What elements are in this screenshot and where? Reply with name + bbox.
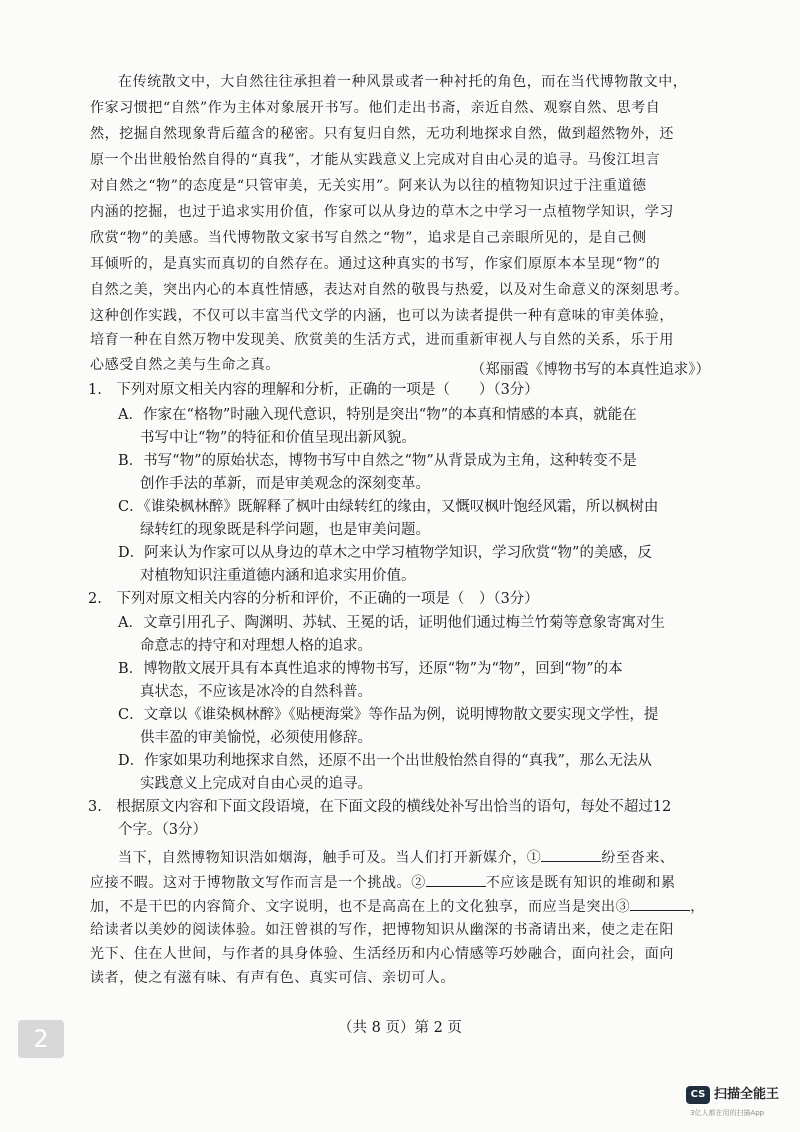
option-c: C．《谁染枫林醉》既解释了枫叶由绿转红的缘由，又慨叹枫叶饱经风霜，所以枫树由: [118, 499, 659, 515]
q3-text: 当下，自然博物知识浩如烟海，触手可及。当人们打开新媒介，①: [118, 850, 542, 866]
question-stem: 1. 下列对原文相关内容的理解和分析，正确的一项是（ ）（3分）: [88, 382, 539, 398]
watermark-name: 扫描全能王: [714, 1087, 780, 1102]
q3-text: 应接不暇。这对于博物散文写作而言是一个挑战。②: [90, 875, 426, 891]
scanner-watermark: [686, 1086, 796, 1126]
passage-line: 培育一种在自然万物中发现美、欣赏美的生活方式，进而重新审视人与自然的关系，乐于用: [90, 332, 674, 348]
option-c-cont: 绿转红的现象既是科学问题，也是审美问题。: [140, 522, 430, 538]
q3-line: 给读者以美妙的阅读体验。如汪曾祺的写作，把博物知识从幽深的书斋请出来，使之走在阳: [90, 922, 674, 938]
option-d-cont: 对植物知识注重道德内涵和追求实用价值。: [140, 568, 416, 584]
camscanner-logo-icon: CS: [686, 1086, 710, 1104]
question-stem-cont: 个字。（3分）: [118, 822, 207, 838]
passage-line: 欣赏“物”的美感。当代博物散文家书写自然之“物”，追求是自己亲眼所见的，是自己侧: [90, 230, 647, 246]
option-b: B．书写“物”的原始状态，博物书写中自然之“物”从背景成为主角，这种转变不是: [118, 453, 637, 469]
option-a-cont: 书写中让“物”的特征和价值呈现出新风貌。: [140, 430, 416, 446]
passage-line: 自然之美，突出内心的本真性情感，表达对自然的敬畏与热爱，以及对生命意义的深刻思考。: [90, 282, 689, 298]
page-footer: （共 8 页）第 2 页: [338, 1020, 462, 1036]
question-stem: 2. 下列对原文相关内容的分析和评价，不正确的一项是（ ）（3分）: [88, 591, 539, 607]
q3-text: 不应该是既有知识的堆砌和累: [485, 875, 676, 891]
option-a: A．作家在“格物”时融入现代意识，特别是突出“物”的本真和情感的本真，就能在: [118, 407, 637, 423]
option-d: D．阿来认为作家可以从身边的草木之中学习植物学知识，学习欣赏“物”的美感，反: [118, 545, 652, 561]
passage-line: 然，挖掘自然现象背后蕴含的秘密。只有复归自然，无功利地探求自然，做到超然物外，还: [90, 126, 674, 142]
q3-line: [0, 896, 800, 917]
q3-text: ，: [690, 899, 705, 915]
option-c: C．文章以《谁染枫林醉》《贴梗海棠》等作品为例，说明博物散文要实现文学性，提: [118, 707, 659, 723]
answer-blank-1[interactable]: [541, 847, 601, 862]
passage-line: 原一个出世般怡然自得的“真我”，才能从实践意义上完成对自由心灵的追寻。马俊江坦言: [90, 152, 661, 168]
passage-line: 对自然之“物”的态度是“只管审美，无关实用”。阿来认为以往的植物知识过于注重道德: [90, 178, 647, 194]
passage-line: 作家习惯把“自然”作为主体对象展开书写。他们走出书斋，亲近自然、观察自然、思考自: [90, 100, 661, 116]
passage-line: 在传统散文中，大自然往往承担着一种风景或者一种衬托的角色，而在当代博物散文中，: [118, 74, 688, 90]
q3-line: 读者，使之有滋有味、有声有色、真实可信、亲切可人。: [90, 970, 455, 986]
passage-line: 这种创作实践，不仅可以丰富当代文学的内涵，也可以为读者提供一种有意味的审美体验，: [90, 308, 674, 324]
option-d-cont: 实践意义上完成对自由心灵的追寻。: [140, 776, 372, 792]
option-b: B．博物散文展开具有本真性追求的博物书写，还原“物”为“物”，回到“物”的本: [118, 661, 623, 677]
question-stem: 3. 根据原文内容和下面文段语境，在下面文段的横线处补写出恰当的语句，每处不超过12: [88, 799, 672, 815]
option-d: D．作家如果功利地探求自然，还原不出一个出世般怡然自得的“真我”，那么无法从: [118, 753, 652, 769]
option-b-cont: 真状态，不应该是冰冷的自然科普。: [140, 684, 372, 700]
passage-line: 内涵的挖掘，也过于追求实用价值，作家可以从身边的草木之中学习一点植物学知识，学习: [90, 204, 674, 220]
passage-line: 心感受自然之美与生命之真。: [90, 357, 280, 373]
q3-line: 光下、住在人世间，与作者的具身体验、生活经历和内心情感等巧妙融合，面向社会，面向: [90, 946, 674, 962]
passage-line: 耳倾听的，是真实而真切的自然存在。通过这种真实的书写，作家们原原本本呈现“物”的: [90, 256, 661, 272]
q3-text: 纷至沓来、: [601, 850, 675, 866]
answer-blank-3[interactable]: [630, 896, 690, 911]
q3-line: [0, 872, 800, 893]
option-a-cont: 命意志的持守和对理想人格的追求。: [140, 638, 372, 654]
q3-line: [0, 847, 800, 868]
option-a: A．文章引用孔子、陶渊明、苏轼、王冕的话，证明他们通过梅兰竹菊等意象寄寓对生: [118, 615, 665, 631]
option-c-cont: 供丰盈的审美愉悦，必须使用修辞。: [140, 730, 372, 746]
option-b-cont: 创作手法的革新，而是审美观念的深刻变革。: [140, 476, 430, 492]
answer-blank-2[interactable]: [426, 872, 486, 887]
citation: （郑丽霞《博物书写的本真性追求》）: [470, 362, 710, 378]
page-number-badge: 2: [18, 1020, 64, 1058]
q3-text: 加，不是干巴的内容简介、文字说明，也不是高高在上的文化独享，而应当是突出③: [90, 899, 631, 915]
watermark-tagline: 3亿人都在用的扫描App: [690, 1109, 765, 1117]
